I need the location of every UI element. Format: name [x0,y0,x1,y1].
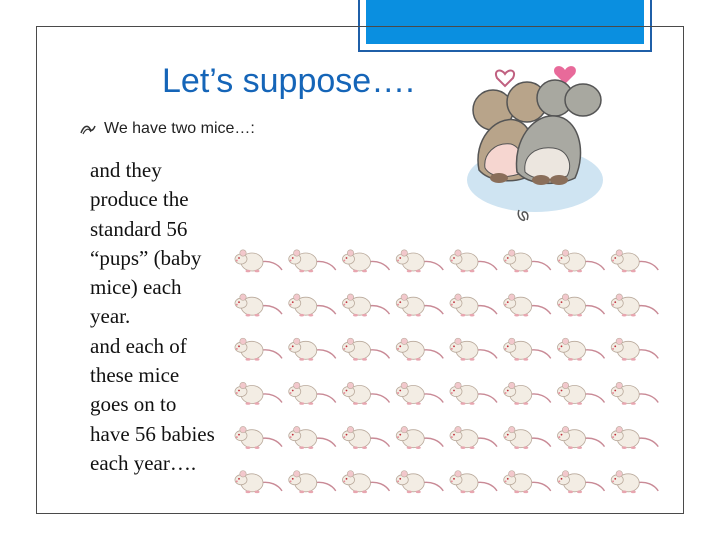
white-mouse-icon [611,382,658,405]
slide-title: Let’s suppose…. [162,62,415,100]
white-mouse-icon [289,382,336,405]
body-line: have 56 babies [90,421,215,446]
white-mouse-icon [396,382,443,405]
white-mouse-icon [343,250,390,272]
body-paragraph [90,156,240,478]
white-mouse-icon [558,382,605,405]
white-mouse-icon [450,294,497,317]
body-line: and each of [90,333,187,358]
curly-bullet-icon [80,123,96,135]
bullet-item [80,120,255,138]
white-mouse-icon [396,250,443,272]
white-mouse-icon [235,471,282,494]
body-line: standard 56 [90,216,188,241]
white-mouse-icon [450,471,497,494]
white-mouse-icon [396,294,443,317]
white-mouse-icon [235,338,282,361]
white-mouse-icon [558,426,605,449]
white-mouse-icon [504,382,551,405]
white-mouse-icon [343,426,390,449]
body-line: goes on to [90,392,177,417]
white-mouse-icon [450,338,497,361]
white-mouse-icon [396,471,443,494]
white-mouse-icon [235,426,282,449]
white-mouse-icon [450,426,497,449]
white-mouse-icon [504,426,551,449]
white-mouse-icon [504,294,551,317]
white-mouse-icon [235,294,282,317]
white-mouse-icon [396,426,443,449]
white-mouse-icon [343,471,390,494]
white-mouse-icon [558,250,605,272]
body-line: each year…. [90,450,197,475]
white-mouse-icon [235,382,282,405]
white-mouse-icon [611,471,658,494]
white-mouse-icon [235,250,282,272]
white-mouse-icon [289,338,336,361]
body-line: produce the [90,187,189,212]
white-mouse-icon [558,471,605,494]
white-mouse-icon [558,338,605,361]
white-mouse-icon [343,294,390,317]
white-mouse-icon [450,250,497,272]
white-mouse-icon [611,426,658,449]
white-mouse-icon [450,382,497,405]
two-mice-clipart [455,60,605,230]
white-mouse-icon [343,338,390,361]
white-mouse-icon [611,294,658,317]
white-mouse-icon [289,426,336,449]
body-line: and they [90,158,162,182]
white-mouse-icon [611,338,658,361]
body-line: year. [90,304,131,329]
white-mouse-icon [396,338,443,361]
mouse-grid [232,240,662,505]
white-mouse-icon [504,471,551,494]
white-mouse-icon [611,250,658,272]
body-line: mice) each [90,275,182,300]
body-line: these mice [90,363,180,388]
white-mouse-icon [504,250,551,272]
body-line: “pups” (baby [90,245,202,270]
white-mouse-icon [558,294,605,317]
white-mouse-icon [343,382,390,405]
white-mouse-icon [504,338,551,361]
white-mouse-icon [289,294,336,317]
bullet-text: We have two mice…: [104,120,255,137]
white-mouse-icon [289,250,336,272]
white-mouse-icon [289,471,336,494]
